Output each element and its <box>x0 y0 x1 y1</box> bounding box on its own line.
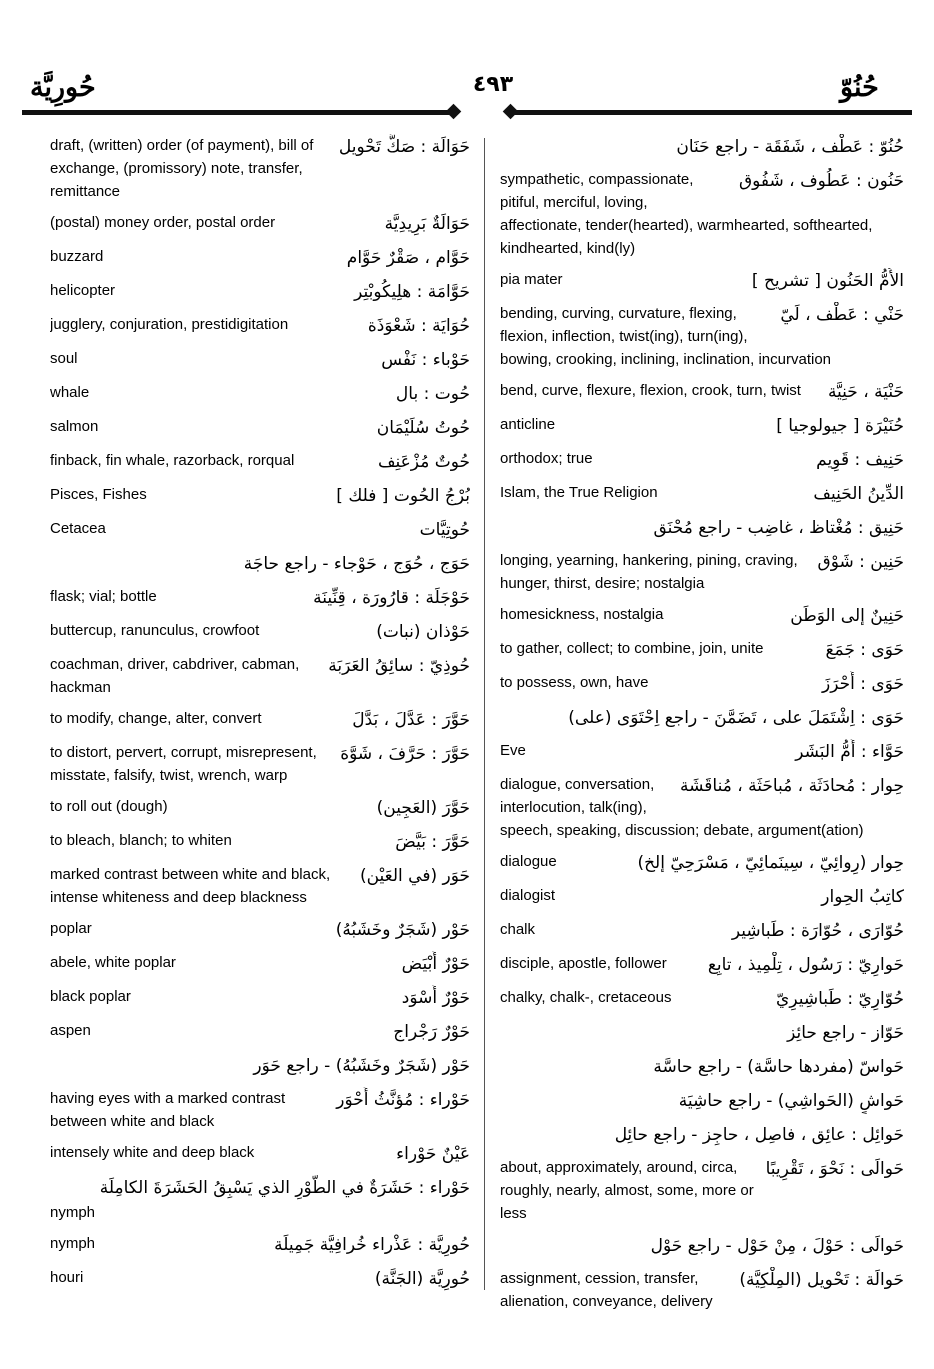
dictionary-entry <box>50 449 470 475</box>
column-divider <box>484 138 485 1290</box>
dictionary-entry <box>50 829 470 855</box>
entry-english-definition: homesickness, nostalgia <box>500 606 664 623</box>
page-number: ٤٩٣ <box>472 72 514 97</box>
entry-english-definition: pia mater <box>500 271 563 288</box>
dictionary-entry <box>50 653 470 699</box>
entry-arabic-headword: حَوّاز - راجع حائِز <box>787 1023 904 1043</box>
entry-english-definition: black poplar <box>50 988 131 1005</box>
header-left-word: حُورِيَّة <box>30 72 96 103</box>
entry-english-definition: finback, fin whale, razorback, rorqual <box>50 452 295 469</box>
entry-english-definition: dialogue <box>500 853 557 870</box>
dictionary-entry <box>50 347 470 373</box>
entry-arabic-headword: حَوَّاء : أُمُّ البَشَر <box>795 742 904 762</box>
dictionary-entry <box>50 1266 470 1292</box>
entry-arabic-headword: حُوتِيَّات <box>419 520 470 540</box>
dictionary-entry <box>50 795 470 821</box>
dictionary-entry <box>500 637 904 663</box>
entry-english-definition: bend, curve, flexure, flexion, crook, turn, twist <box>500 382 801 399</box>
dictionary-entry <box>500 850 904 876</box>
entry-arabic-headword: حَوَج ، حُوَج ، حَوْجاء - راجع حاجَة <box>243 554 470 574</box>
dictionary-entry <box>500 1088 904 1114</box>
dictionary-entry <box>500 1156 904 1225</box>
entry-arabic-headword: حُوتُ سُلَيْمَان <box>376 418 470 438</box>
entry-arabic-headword: حَوَّرَ : حَرَّفَ ، شَوَّهَ <box>340 744 470 764</box>
entry-arabic-headword: حَوْر (شَجَرٌ وخَشَبُهُ) <box>335 920 470 940</box>
entry-arabic-headword: حَوْراء : مُؤنَّثُ أَحْوَر <box>336 1090 470 1110</box>
dictionary-entry <box>500 773 904 842</box>
entry-arabic-headword: حَوَى : أَحْرَزَ <box>822 674 904 694</box>
entry-arabic-headword: حُوَايَة : شَعْوَذَة <box>367 316 470 336</box>
entry-english-definition: chalky, chalk-, cretaceous <box>500 989 672 1006</box>
dictionary-entry <box>500 1122 904 1148</box>
entry-arabic-headword: عَيْنٌ حَوْراء <box>396 1144 470 1164</box>
entry-english-definition: longing, yearning, hankering, pining, craving, hunger, thirst, desire; nostalgia <box>500 552 798 592</box>
entry-arabic-headword: حَوْرٌ أَسْوَد <box>401 988 470 1008</box>
entry-arabic-headword: حَنِينٌ إلى الوَطَن <box>790 606 904 626</box>
dictionary-entry <box>50 551 470 577</box>
dictionary-entry <box>50 707 470 733</box>
entry-arabic-headword: حَوْر (شَجَرٌ وخَشَبُهُ) - راجع حَوَر <box>253 1056 470 1076</box>
entry-arabic-headword: حَوَالَة : صَكُّ تَحْويل <box>338 137 470 157</box>
entry-arabic-headword: حَنِين : شَوْق <box>817 552 904 572</box>
dictionary-entry <box>500 1267 904 1313</box>
dictionary-entry <box>500 1020 904 1046</box>
entry-english-definition: draft, (written) order (of payment), bill of exchange, (promissory) note, transfer, remittance <box>50 137 314 200</box>
entry-arabic-headword: حَوَّام ، صَقْرٌ حَوَّام <box>346 248 470 268</box>
dictionary-entry <box>50 619 470 645</box>
dictionary-entry <box>500 918 904 944</box>
entry-english-definition: (postal) money order, postal order <box>50 214 276 231</box>
dictionary-entry <box>50 1141 470 1167</box>
entry-english-definition: salmon <box>50 418 99 435</box>
entry-arabic-headword: حُورِيَّة : عَذْراء خُرافِيَّة جَمِيلَة <box>274 1235 470 1255</box>
entry-english-definition: bending, curving, curvature, flexing, flexion, inflection, twist(ing), turn(ing), bowing, crooking, inclining, inclination, incurvation <box>500 305 832 368</box>
dictionary-entry <box>50 1175 470 1224</box>
entry-arabic-headword: حُنَيْرَة [ جيولوجيا ] <box>776 416 904 436</box>
entry-english-definition: whale <box>50 384 90 401</box>
dictionary-entry <box>500 1233 904 1259</box>
entry-arabic-headword: الأُمُّ الحَنُون [ تشريح ] <box>751 271 904 291</box>
entry-arabic-headword: حَنْي : عَطْف ، لَيّ <box>780 305 904 325</box>
entry-english-definition: to modify, change, alter, convert <box>50 710 262 727</box>
entry-arabic-headword: حُوّارَى ، حُوّارَة : طَباشِير <box>731 921 904 941</box>
dictionary-entry <box>500 302 904 371</box>
entry-arabic-headword: حَوَّرَ : بَيَّضَ <box>395 832 470 852</box>
entry-arabic-headword: حُورِيَّة (الجَنَّة) <box>374 1269 470 1289</box>
entry-english-definition: nymph <box>50 1204 96 1221</box>
entry-arabic-headword: حَوارِيّ : رَسُول ، تِلْمِيذ ، تابِع <box>707 955 904 975</box>
entry-arabic-headword: حَوَالَةٌ بَرِيدِيَّة <box>384 214 470 234</box>
entry-english-definition: dialogue, conversation, interlocution, talk(ing), speech, speaking, discussion; debate, argument(ation) <box>500 776 864 839</box>
entry-english-definition: nymph <box>50 1235 96 1252</box>
dictionary-entry <box>50 1087 470 1133</box>
entry-arabic-headword: حُوذِيّ : سائِقُ العَرَبَة <box>328 656 470 676</box>
entry-english-definition: chalk <box>500 921 536 938</box>
entry-english-definition: to gather, collect; to combine, join, unite <box>500 640 764 657</box>
dictionary-entry <box>500 268 904 294</box>
entry-english-definition: about, approximately, around, circa, roughly, nearly, almost, some, more or less <box>500 1159 754 1222</box>
dictionary-entry <box>50 1232 470 1258</box>
dictionary-entry <box>500 671 904 697</box>
entry-arabic-headword: حُوّارِيّ : طَباشِيرِيّ <box>776 989 904 1009</box>
entry-arabic-headword: حَنِيق : مُغْتاظ ، غاضِب - راجع مُحْنَق <box>653 518 904 538</box>
dictionary-entry <box>50 985 470 1011</box>
entry-arabic-headword: حَوالَى : نَحْوَ ، تَقْرِيبًا <box>765 1159 904 1179</box>
entry-english-definition: to bleach, blanch; to whiten <box>50 832 232 849</box>
entry-english-definition: to possess, own, have <box>500 674 649 691</box>
entry-english-definition: disciple, apostle, follower <box>500 955 667 972</box>
entry-english-definition: dialogist <box>500 887 556 904</box>
entry-english-definition: houri <box>50 1269 84 1286</box>
dictionary-entry <box>500 168 904 260</box>
entry-arabic-headword: حَوَر (في العَيْن) <box>359 866 470 886</box>
entry-english-definition: flask; vial; bottle <box>50 588 157 605</box>
entry-arabic-headword: كاتِبُ الحِوار <box>821 887 904 907</box>
dictionary-entry <box>500 739 904 765</box>
dictionary-entry <box>50 313 470 339</box>
entry-english-definition: assignment, cession, transfer, alienation, conveyance, delivery <box>500 1270 713 1310</box>
header-right-word: حُنُوّ <box>840 72 879 103</box>
dictionary-entry <box>500 447 904 473</box>
entry-english-definition: buzzard <box>50 248 104 265</box>
entry-arabic-headword: حَوْرٌ رَجْراج <box>393 1022 470 1042</box>
dictionary-entry <box>500 134 904 160</box>
dictionary-entry <box>50 483 470 509</box>
dictionary-entry <box>500 986 904 1012</box>
entry-arabic-headword: حَوالَى : حَوْلَ ، مِنْ حَوْل - راجع حَوْل <box>650 1236 904 1256</box>
dictionary-entry <box>50 585 470 611</box>
entry-arabic-headword: حِوار (رِوائِيّ ، سِينَمائِيّ ، مَسْرَحِيّ إلخ) <box>637 853 904 873</box>
entry-arabic-headword: حُوتٌ مُزْعَنِف <box>377 452 470 472</box>
entry-arabic-headword: حَنِيف : قَوِيم <box>816 450 904 470</box>
dictionary-entry <box>50 279 470 305</box>
dictionary-entry <box>500 1054 904 1080</box>
entry-arabic-headword: حَوَّامَة : هلِيكُوبْتِر <box>354 282 470 302</box>
dictionary-entry <box>500 379 904 405</box>
entry-english-definition: marked contrast between white and black, intense whiteness and deep blackness <box>50 866 331 906</box>
dictionary-entry <box>50 1053 470 1079</box>
dictionary-entry <box>50 863 470 909</box>
dictionary-entry <box>50 415 470 441</box>
entry-english-definition: Cetacea <box>50 520 106 537</box>
entry-english-definition: aspen <box>50 1022 91 1039</box>
dictionary-entry <box>50 1019 470 1045</box>
header-rule-left <box>22 106 464 119</box>
entry-english-definition: anticline <box>500 416 556 433</box>
entry-arabic-headword: حَواشٍ (الحَواشِي) - راجع حاشِيَة <box>678 1091 904 1111</box>
entry-english-definition: intensely white and deep black <box>50 1144 255 1161</box>
dictionary-entry <box>50 917 470 943</box>
entry-english-definition: coachman, driver, cabdriver, cabman, hackman <box>50 656 300 696</box>
entry-arabic-headword: حَوالَة : تَحْويل (المِلْكِيَّة) <box>739 1270 904 1290</box>
dictionary-entry <box>500 515 904 541</box>
entry-arabic-headword: حَوْجَلَة : قارُورَة ، قِنِّينَة <box>313 588 470 608</box>
entry-english-definition: helicopter <box>50 282 116 299</box>
entry-arabic-headword: حَوْرٌ أَبْيَض <box>401 954 470 974</box>
entry-english-definition: Islam, the True Religion <box>500 484 658 501</box>
entry-english-definition: Pisces, Fishes <box>50 486 147 503</box>
dictionary-entry <box>50 517 470 543</box>
entry-english-definition: poplar <box>50 920 92 937</box>
entry-arabic-headword: حَوَّرَ (العَجِين) <box>376 798 470 818</box>
entry-arabic-headword: حَوائِل : عائِق ، فاصِل ، حاجِز - راجع حائِل <box>614 1125 904 1145</box>
entry-arabic-headword: حُوت : بال <box>395 384 470 404</box>
entry-arabic-headword: حَواسّ (مفردها حاسَّة) - راجع حاسَّة <box>653 1057 904 1077</box>
dictionary-entry <box>500 481 904 507</box>
dictionary-entry <box>500 705 904 731</box>
entry-arabic-headword: حِوار : مُحادَثَة ، مُباحَثَة ، مُناقَشَة <box>679 776 904 796</box>
entry-arabic-headword: حَوْراء : حَشَرَةٌ في الطَّوْرِ الذي يَسْبِقُ الحَشَرَةَ الكامِلَة <box>99 1178 470 1198</box>
entry-english-definition: orthodox; true <box>500 450 593 467</box>
entry-arabic-headword: حَوَى : جَمَعَ <box>825 640 904 660</box>
left-column <box>50 134 470 1300</box>
entry-arabic-headword: بُرْجُ الحُوت [ فلك ] <box>336 486 470 506</box>
entry-arabic-headword: حَوْذان (نبات) <box>376 622 470 642</box>
entry-arabic-headword: الدِّينُ الحَنِيف <box>813 484 904 504</box>
dictionary-entry <box>500 952 904 978</box>
entry-arabic-headword: حَوْباء : نَفْس <box>381 350 470 370</box>
entry-arabic-headword: حَوَى : اِشْتَمَلَ على ، تَضَمَّنَ - راجع اِحْتَوَى (على) <box>568 708 904 728</box>
dictionary-entry <box>500 413 904 439</box>
entry-english-definition: buttercup, ranunculus, crowfoot <box>50 622 260 639</box>
right-column <box>500 134 904 1321</box>
entry-english-definition: soul <box>50 350 78 367</box>
dictionary-entry <box>50 741 470 787</box>
dictionary-entry <box>50 245 470 271</box>
entry-english-definition: jugglery, conjuration, prestidigitation <box>50 316 289 333</box>
entry-arabic-headword: حَوَّرَ : عَدَّلَ ، بَدَّلَ <box>352 710 470 730</box>
entry-arabic-headword: حَنُون : عَطُوف ، شَفُوق <box>738 171 904 191</box>
dictionary-entry <box>50 381 470 407</box>
entry-english-definition: Eve <box>500 742 526 759</box>
header-rule-right <box>502 106 912 119</box>
dictionary-entry <box>500 884 904 910</box>
entry-english-definition: having eyes with a marked contrast between white and black <box>50 1090 286 1130</box>
entry-english-definition: to roll out (dough) <box>50 798 168 815</box>
entry-arabic-headword: حُنُوّ : عَطْف ، شَفَقَة - راجع حَنَان <box>676 137 904 157</box>
dictionary-entry <box>50 951 470 977</box>
dictionary-entry <box>50 211 470 237</box>
entry-arabic-headword: حَنْيَة ، حَنِيَّة <box>827 382 904 402</box>
entry-english-definition: abele, white poplar <box>50 954 176 971</box>
dictionary-entry <box>500 603 904 629</box>
entry-english-definition: sympathetic, compassionate, pitiful, merciful, loving, affectionate, tender(hearted), warmhearted, softhearted, kindhearted, kind(ly) <box>500 171 873 257</box>
dictionary-entry <box>500 549 904 595</box>
dictionary-entry <box>50 134 470 203</box>
entry-english-definition: to distort, pervert, corrupt, misrepresent, misstate, falsify, twist, wrench, warp <box>50 744 317 784</box>
